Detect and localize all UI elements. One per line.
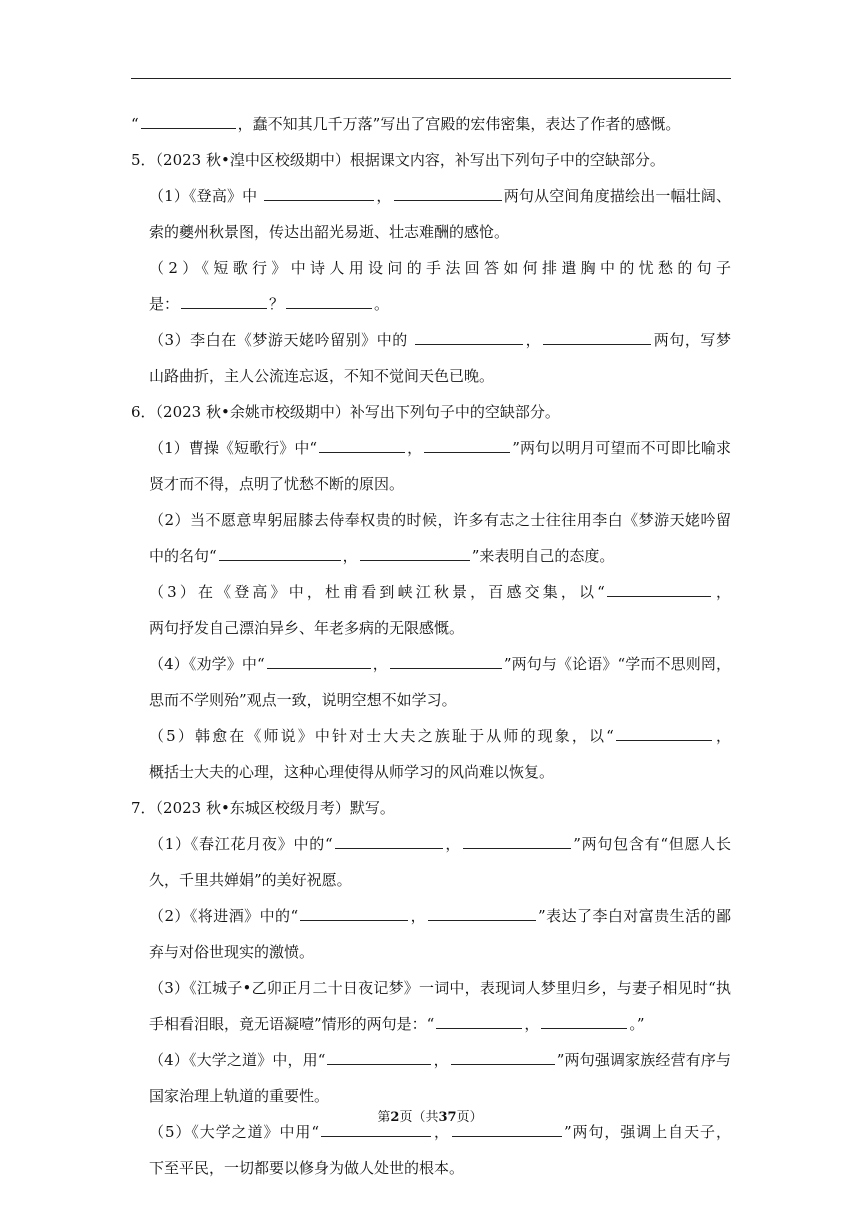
text-line (131, 178, 731, 214)
text-line (131, 142, 731, 178)
fill-in-blank[interactable] (616, 722, 712, 741)
text-line (131, 394, 731, 430)
fill-in-blank[interactable] (267, 650, 371, 669)
text-segment: ， (433, 1051, 449, 1069)
text-segment: （2）当不愿意卑躬屈膝去侍奉权贵的时候，许多有志之士往往用李白《梦游天姥吟留 (149, 511, 731, 529)
fill-in-blank[interactable] (319, 434, 405, 453)
text-line (131, 106, 731, 142)
text-line (131, 250, 731, 286)
text-segment: ， (376, 187, 392, 205)
fill-in-blank[interactable] (286, 290, 372, 309)
text-line (131, 574, 731, 610)
text-line (131, 322, 731, 358)
header-rule (131, 78, 731, 79)
fill-in-blank[interactable] (463, 830, 571, 849)
page-total: 37 (438, 1110, 457, 1125)
text-segment: 7．（2023 秋•东城区校级月考）默写。 (131, 799, 395, 817)
text-line (131, 898, 731, 934)
text-segment: 久，千里共婵娟”的美好祝愿。 (149, 871, 352, 889)
fill-in-blank[interactable] (335, 830, 443, 849)
text-line (131, 790, 731, 826)
text-segment: 山路曲折，主人公流连忘返，不知不觉间天色已晚。 (149, 367, 495, 385)
text-line (131, 934, 731, 970)
text-segment: （1）曹操《短歌行》中“ (149, 439, 318, 457)
text-segment: ， (712, 583, 731, 601)
text-line (131, 718, 731, 754)
text-segment: （3）李白在《梦游天姥吟留别》中的 (149, 331, 414, 349)
text-segment: （1）《登高》中 (149, 187, 263, 205)
footer-prefix: 第 (377, 1110, 391, 1125)
footer-suffix: 页） (456, 1110, 483, 1125)
fill-in-blank[interactable] (264, 182, 374, 201)
text-segment: 两句抒发自己漂泊异乡、年老多病的无限感慨。 (149, 619, 465, 637)
text-line (131, 1042, 731, 1078)
footer-middle: 页（共 (399, 1110, 439, 1125)
fill-in-blank[interactable] (451, 1046, 555, 1065)
fill-in-blank[interactable] (543, 326, 651, 345)
fill-in-blank[interactable] (390, 650, 502, 669)
text-segment: ， (444, 835, 462, 853)
text-segment: （4）《劝学》中“ (149, 655, 265, 673)
text-line (131, 970, 731, 1006)
text-segment: 索的夔州秋景图，传达出韶光易逝、壮志难酬的感怆。 (149, 223, 510, 241)
fill-in-blank[interactable] (327, 1046, 431, 1065)
text-line (131, 862, 731, 898)
text-segment: 两句，写梦 (653, 331, 731, 349)
fill-in-blank[interactable] (141, 110, 236, 129)
text-segment: “ (131, 115, 139, 133)
text-line (131, 826, 731, 862)
text-segment: 。 (374, 295, 390, 313)
text-segment: （2）《短歌行》中诗人用设问的手法回答如何排遣胸中的忧愁的句子 (149, 259, 731, 277)
page-number: 2 (390, 1110, 400, 1125)
text-segment: （3）在《登高》中，杜甫看到峡江秋景，百感交集，以“ (149, 583, 605, 601)
text-line (131, 682, 731, 718)
text-segment: ， (407, 439, 423, 457)
text-segment: ， (342, 547, 358, 565)
fill-in-blank[interactable] (394, 182, 502, 201)
text-segment: ”两句，强调上自天子， (563, 1123, 731, 1141)
text-segment: ， (410, 907, 427, 925)
fill-in-blank[interactable] (428, 902, 536, 921)
fill-in-blank[interactable] (607, 578, 711, 597)
text-segment: 是： (149, 295, 180, 313)
fill-in-blank[interactable] (541, 1010, 627, 1029)
text-segment: （3）《江城子•乙卯正月二十日夜记梦》一词中，表现词人梦里归乡，与妻子相见时“执 (149, 979, 731, 997)
text-segment: 国家治理上轨道的重要性。 (149, 1087, 330, 1105)
text-segment: ， (524, 1015, 540, 1033)
page-footer (0, 1108, 860, 1128)
fill-in-blank[interactable] (436, 1010, 522, 1029)
text-segment: ， (433, 1123, 450, 1141)
text-segment: 6．（2023 秋•余姚市校级期中）补写出下列句子中的空缺部分。 (131, 403, 560, 421)
text-segment: （5）《大学之道》中用“ (149, 1123, 320, 1141)
text-segment: 思而不学则殆”观点一致，说明空想不如学习。 (149, 691, 457, 709)
text-line (131, 466, 731, 502)
fill-in-blank[interactable] (424, 434, 510, 453)
fill-in-blank[interactable] (181, 290, 267, 309)
text-line (131, 1006, 731, 1042)
text-segment: ， (372, 655, 388, 673)
text-segment: 。” (629, 1015, 645, 1033)
text-segment: 贤才而不得，点明了忧愁不断的原因。 (149, 475, 405, 493)
text-line (131, 358, 731, 394)
fill-in-blank[interactable] (360, 542, 470, 561)
text-segment: （4）《大学之道》中，用“ (149, 1051, 326, 1069)
text-segment: ？ (269, 295, 285, 313)
text-segment: ”两句以明月可望而不可即比喻求 (512, 439, 731, 457)
text-segment: （5）韩愈在《师说》中针对士大夫之族耻于从师的现象，以“ (149, 727, 614, 745)
text-line (131, 214, 731, 250)
text-line (131, 754, 731, 790)
text-segment: ”两句强调家族经营有序与 (556, 1051, 731, 1069)
text-segment: 概括士大夫的心理，这种心理使得从师学习的风尚难以恢复。 (149, 763, 555, 781)
text-segment: ，蠢不知其几千万落”写出了宫殿的宏伟密集，表达了作者的感慨。 (237, 115, 681, 133)
text-line (131, 502, 731, 538)
text-segment: 中的名句“ (149, 547, 217, 565)
text-segment: ”两句包含有“但愿人长 (573, 835, 731, 853)
text-line (131, 430, 731, 466)
fill-in-blank[interactable] (300, 902, 408, 921)
text-segment: 两句从空间角度描绘出一幅壮阔、 (503, 187, 731, 205)
text-segment: 弃与对俗世现实的激愤。 (149, 943, 315, 961)
text-line (131, 1150, 731, 1186)
text-segment: ， (713, 727, 731, 745)
text-segment: ”两句与《论语》“学而不思则罔， (503, 655, 731, 673)
text-line (131, 286, 731, 322)
text-line (131, 538, 731, 574)
text-segment: 下至平民，一切都要以修身为做人处世的根本。 (149, 1159, 465, 1177)
text-segment: （1）《春江花月夜》中的“ (149, 835, 333, 853)
text-line (131, 646, 731, 682)
fill-in-blank[interactable] (219, 542, 341, 561)
document-body (131, 106, 731, 1186)
text-line (131, 610, 731, 646)
text-segment: ”表达了李白对富贵生活的鄙 (538, 907, 731, 925)
text-segment: ”来表明自己的态度。 (471, 547, 615, 565)
text-segment: 5．（2023 秋•湟中区校级期中）根据课文内容，补写出下列句子中的空缺部分。 (131, 151, 665, 169)
text-segment: 手相看泪眼，竟无语凝噎”情形的两句是：“ (149, 1015, 435, 1033)
text-segment: ， (525, 331, 542, 349)
fill-in-blank[interactable] (415, 326, 523, 345)
text-segment: （2）《将进酒》中的“ (149, 907, 299, 925)
